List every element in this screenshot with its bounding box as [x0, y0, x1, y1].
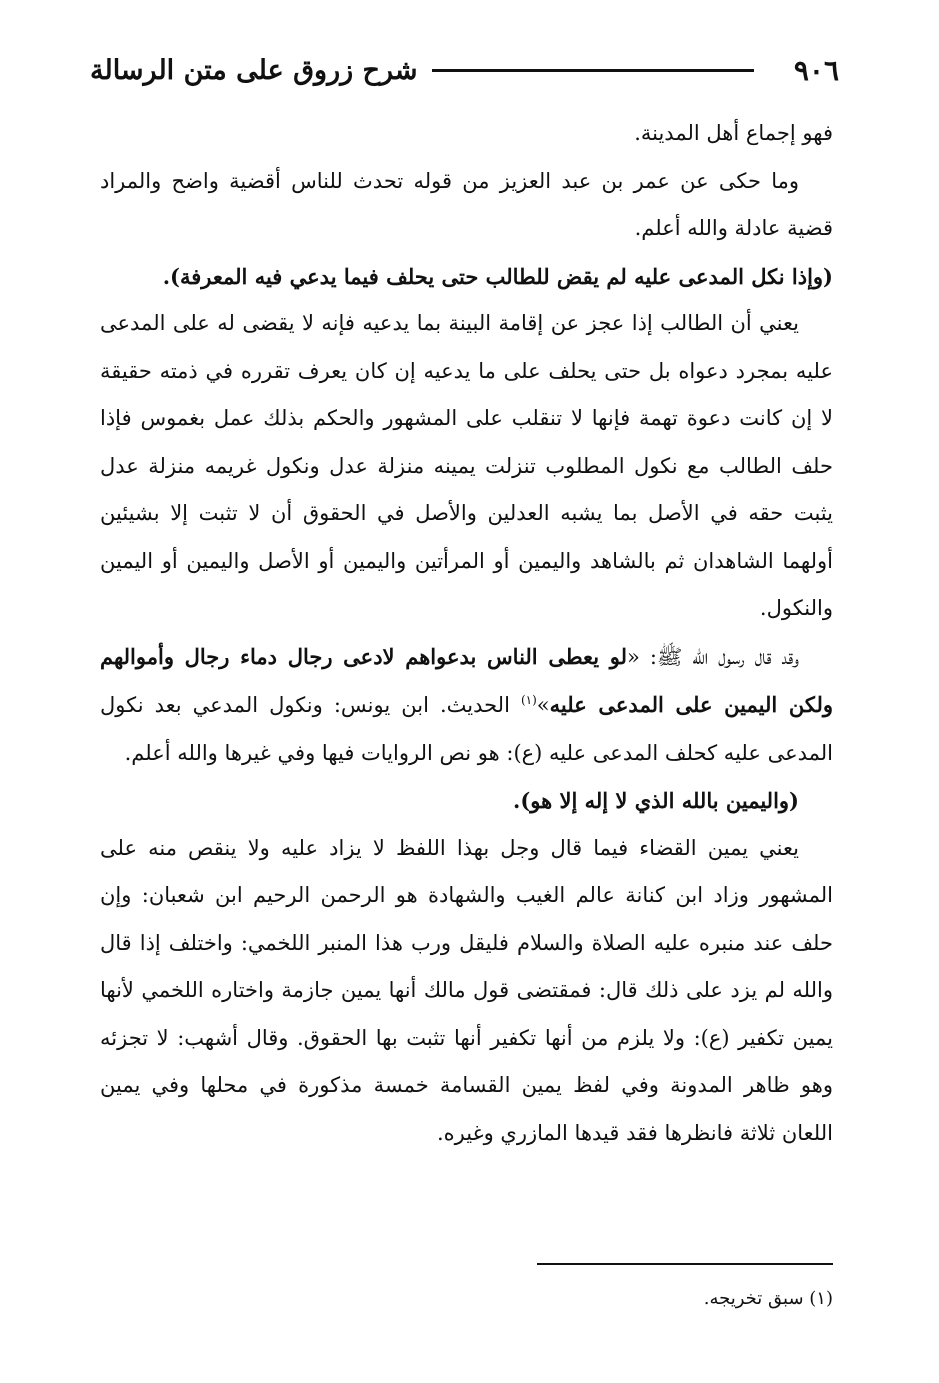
paragraph-1: فهو إجماع أهل المدينة. [634, 121, 833, 145]
hadith-text: لو يعطى الناس بدعواهم لادعى رجال دماء رجال وأموالهم ولكن اليمين على المدعى عليه [100, 643, 833, 717]
page-number: ٩٠٦ [793, 53, 839, 87]
paragraph-2: وما حكى عن عمر بن عبد العزيز من قوله تحدث للناس أقضية واضح والمراد قضية عادلة والله أعلم. [100, 168, 833, 240]
footnote-number: (١) [809, 1288, 833, 1309]
paragraph-4 [100, 633, 833, 778]
header-rule [432, 69, 754, 72]
footnote [704, 1284, 833, 1314]
paragraph-5: يعني يمين القضاء فيما قال وجل بهذا اللفظ لا يزاد عليه ولا ينقص منه على المشهور وزاد ابن كنانة عالم الغيب والشهادة هو الرحمن الرحيم ابن شعبان: وإن حلف عند منبره عليه الصلاة والسلام فليقل ورب هذا المنبر اللخمي: واختلف إذا قال والله لم يزد على ذلك قال: فمقتضى قول مالك أنها يمين جازمة واختاره اللخمي لأنها يمين تكفير (ع): ولا يلزم من أنها تكفير أنها تثبت بها الحقوق. وقال أشهب: لا تجزئه وهو ظاهر المدونة وفي لفظ يمين القسامة خمسة مذكورة في محلها وفي يمين اللعان ثلاثة فانظرها فقد قيدها المازري وغيره. [100, 835, 833, 1145]
hadith-commentary: الحديث. ابن يونس: ونكول المدعي بعد نكول المدعى عليه كحلف المدعى عليه (ع): هو نص الروايات فيها وفي غيرها والله أعلم. [100, 693, 833, 765]
page-header [90, 46, 839, 94]
running-title: شرح زروق على متن الرسالة [90, 54, 418, 86]
matn-heading-1: (وإذا نكل المدعى عليه لم يقض للطالب حتى يحلف فيما يدعي فيه المعرفة). [162, 263, 833, 289]
footnote-separator [537, 1263, 833, 1265]
matn-heading-2: (واليمين بالله الذي لا إله إلا هو). [513, 788, 799, 813]
page-body [100, 110, 833, 1157]
hadith-quote-close: » [536, 693, 550, 717]
paragraph-3: يعني أن الطالب إذا عجز عن إقامة البينة بما يدعيه فإنه لا يقضى له على المدعى عليه بمجرد دعواه بل حتى يحلف على ما يدعيه إن كان يعرف تقرره في ذمته حقيقة لا إن كانت دعوة تهمة فإنها لا تنقلب على المشهور والحكم بذلك عمل بغموس فإذا حلف الطالب مع نكول المطلوب تنزلت يمينه منزلة عدل ونكول غريمه منزلة عدل يثبت حقه في الأصل بما يشبه العدلين والأصل في الحقوق أن لا تثبت إلا بشيئين أولهما الشاهدان ثم بالشاهد واليمين أو المرأتين واليمين أو الأصل واليمين أو اليمين والنكول. [100, 311, 833, 620]
footnote-reference[interactable]: (١) [520, 693, 537, 707]
hadith-intro: وقد قال رسول الله ﷺ: « [626, 644, 799, 669]
footnote-text: سبق تخريجه. [703, 1288, 810, 1309]
